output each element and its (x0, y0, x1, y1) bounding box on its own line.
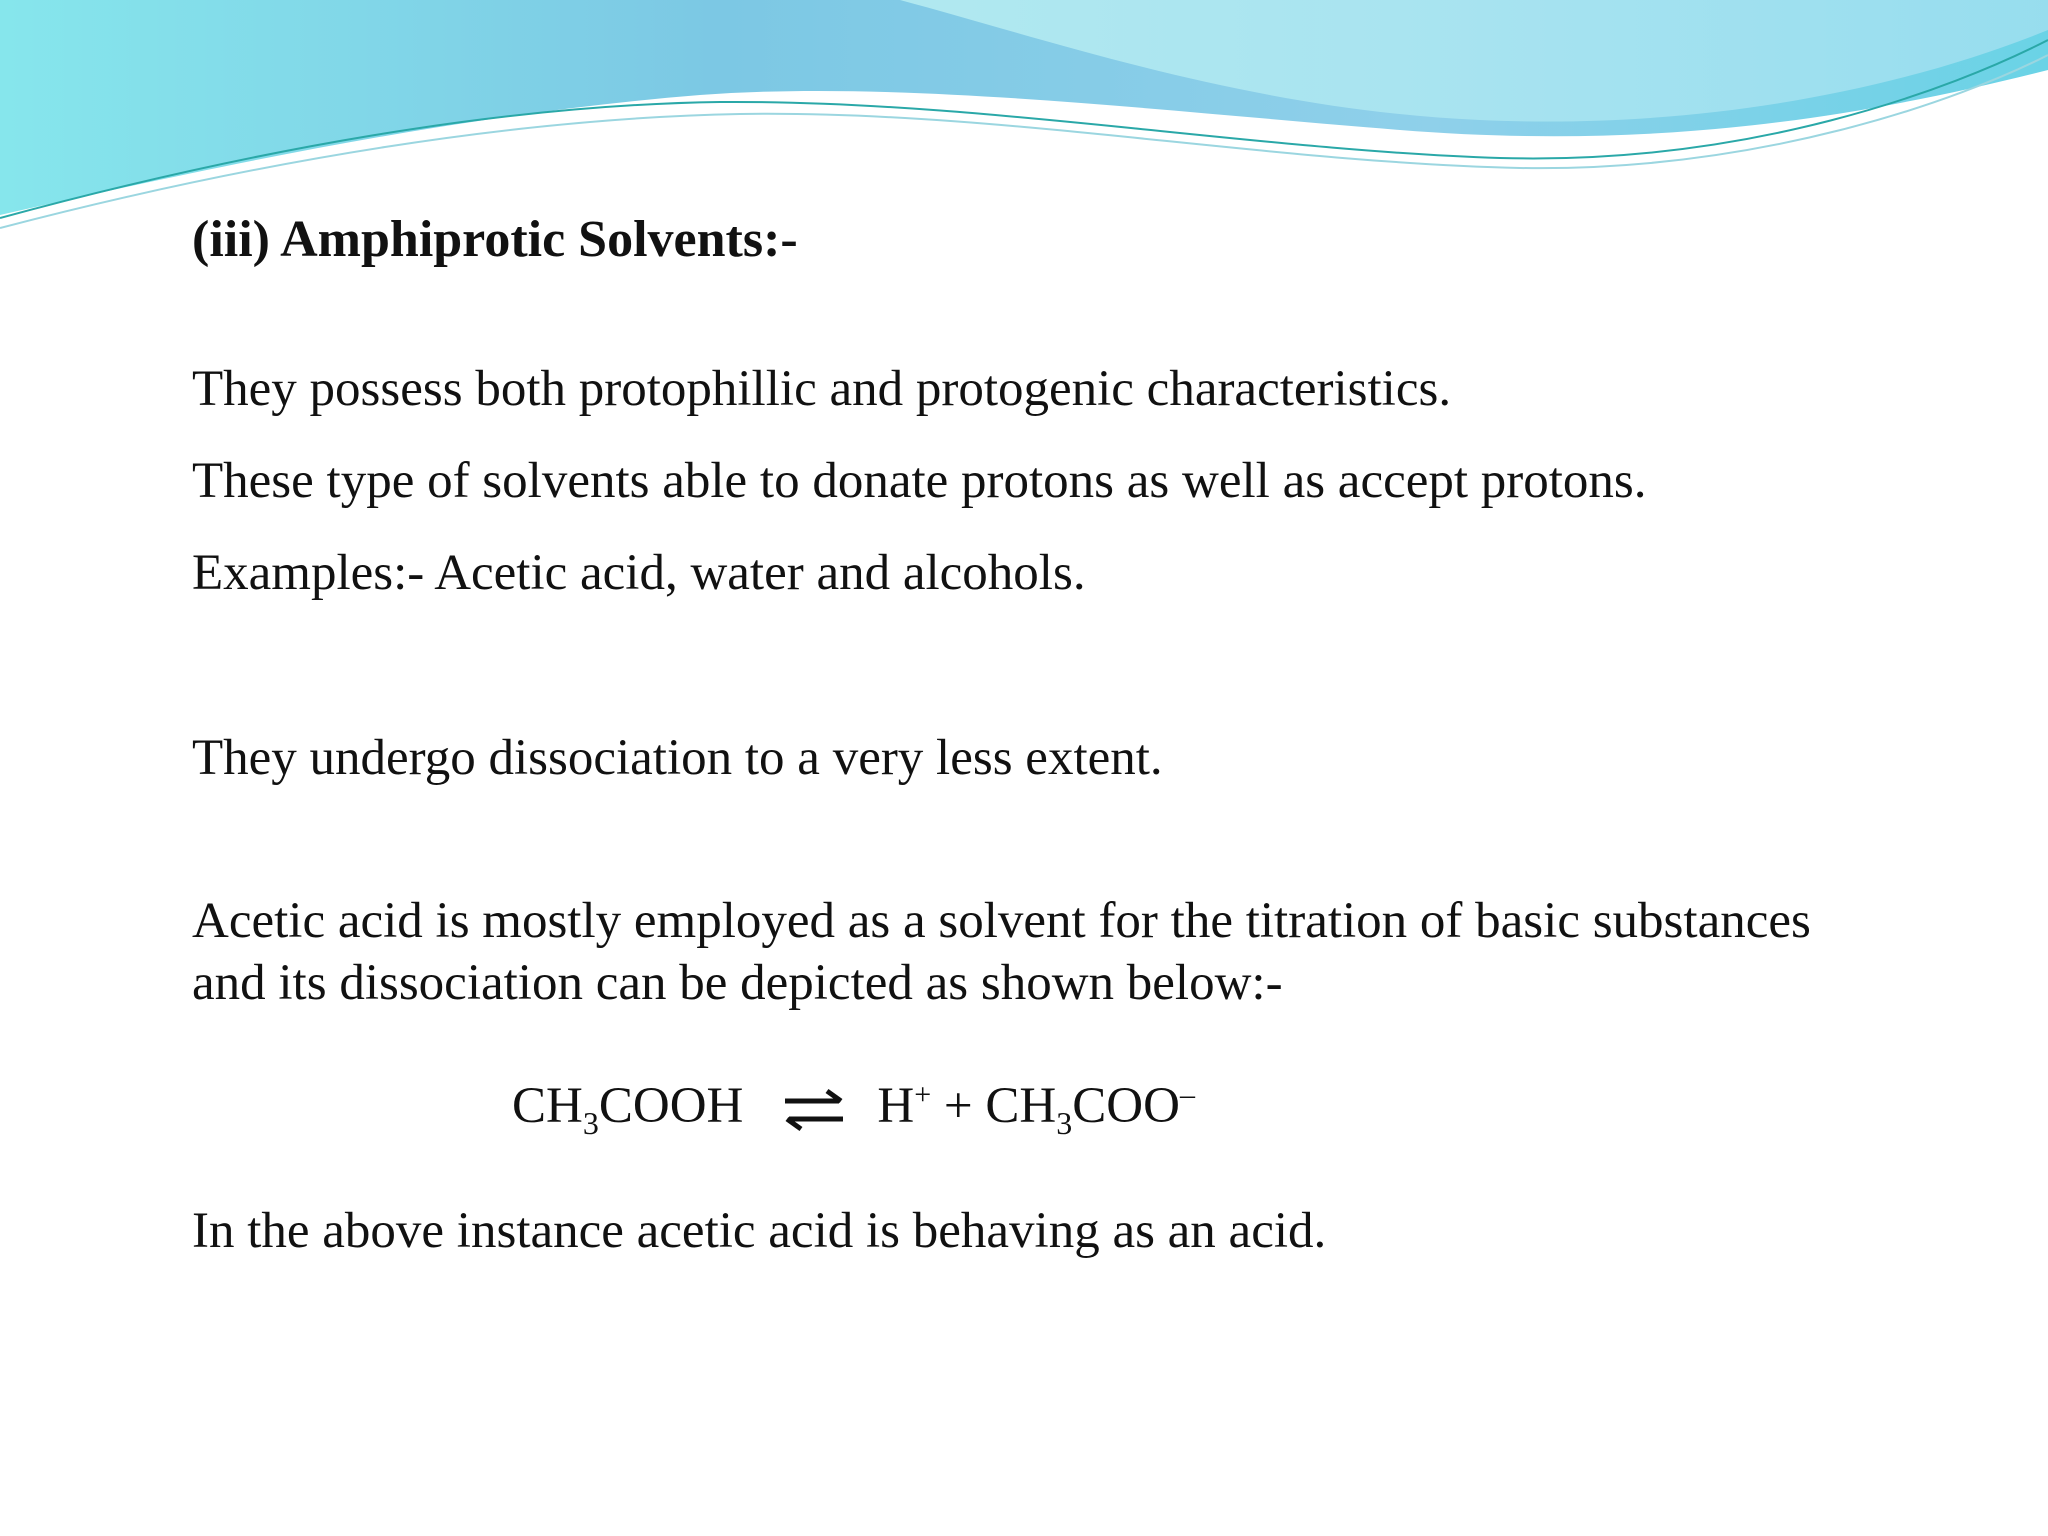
text-line: These type of solvents able to donate protons as well as accept protons. (192, 453, 1647, 509)
text-line: Acetic acid is mostly employed as a solvent for the titration of basic substances (192, 893, 1811, 949)
text-line: In the above instance acetic acid is behaving as an acid. (192, 1203, 1327, 1259)
text-line: They undergo dissociation to a very less extent. (192, 730, 1163, 786)
decorative-wave-banner (0, 0, 2048, 240)
equilibrium-arrow-icon (779, 1079, 849, 1141)
equation-reactant: $CH_3COOH$ (512, 1078, 744, 1141)
text-line: and its dissociation can be depicted as shown below:- (192, 955, 1283, 1011)
text-line: They possess both protophillic and protogenic characteristics. (192, 361, 1452, 417)
text-line: Examples:- Acetic acid, water and alcohols. (192, 545, 1086, 601)
dissociation-equation (512, 1075, 1195, 1141)
equation-products: $H^+ + CH_3COO^-$ (877, 1078, 1195, 1141)
slide-heading: (iii) Amphiprotic Solvents:- (192, 211, 798, 268)
